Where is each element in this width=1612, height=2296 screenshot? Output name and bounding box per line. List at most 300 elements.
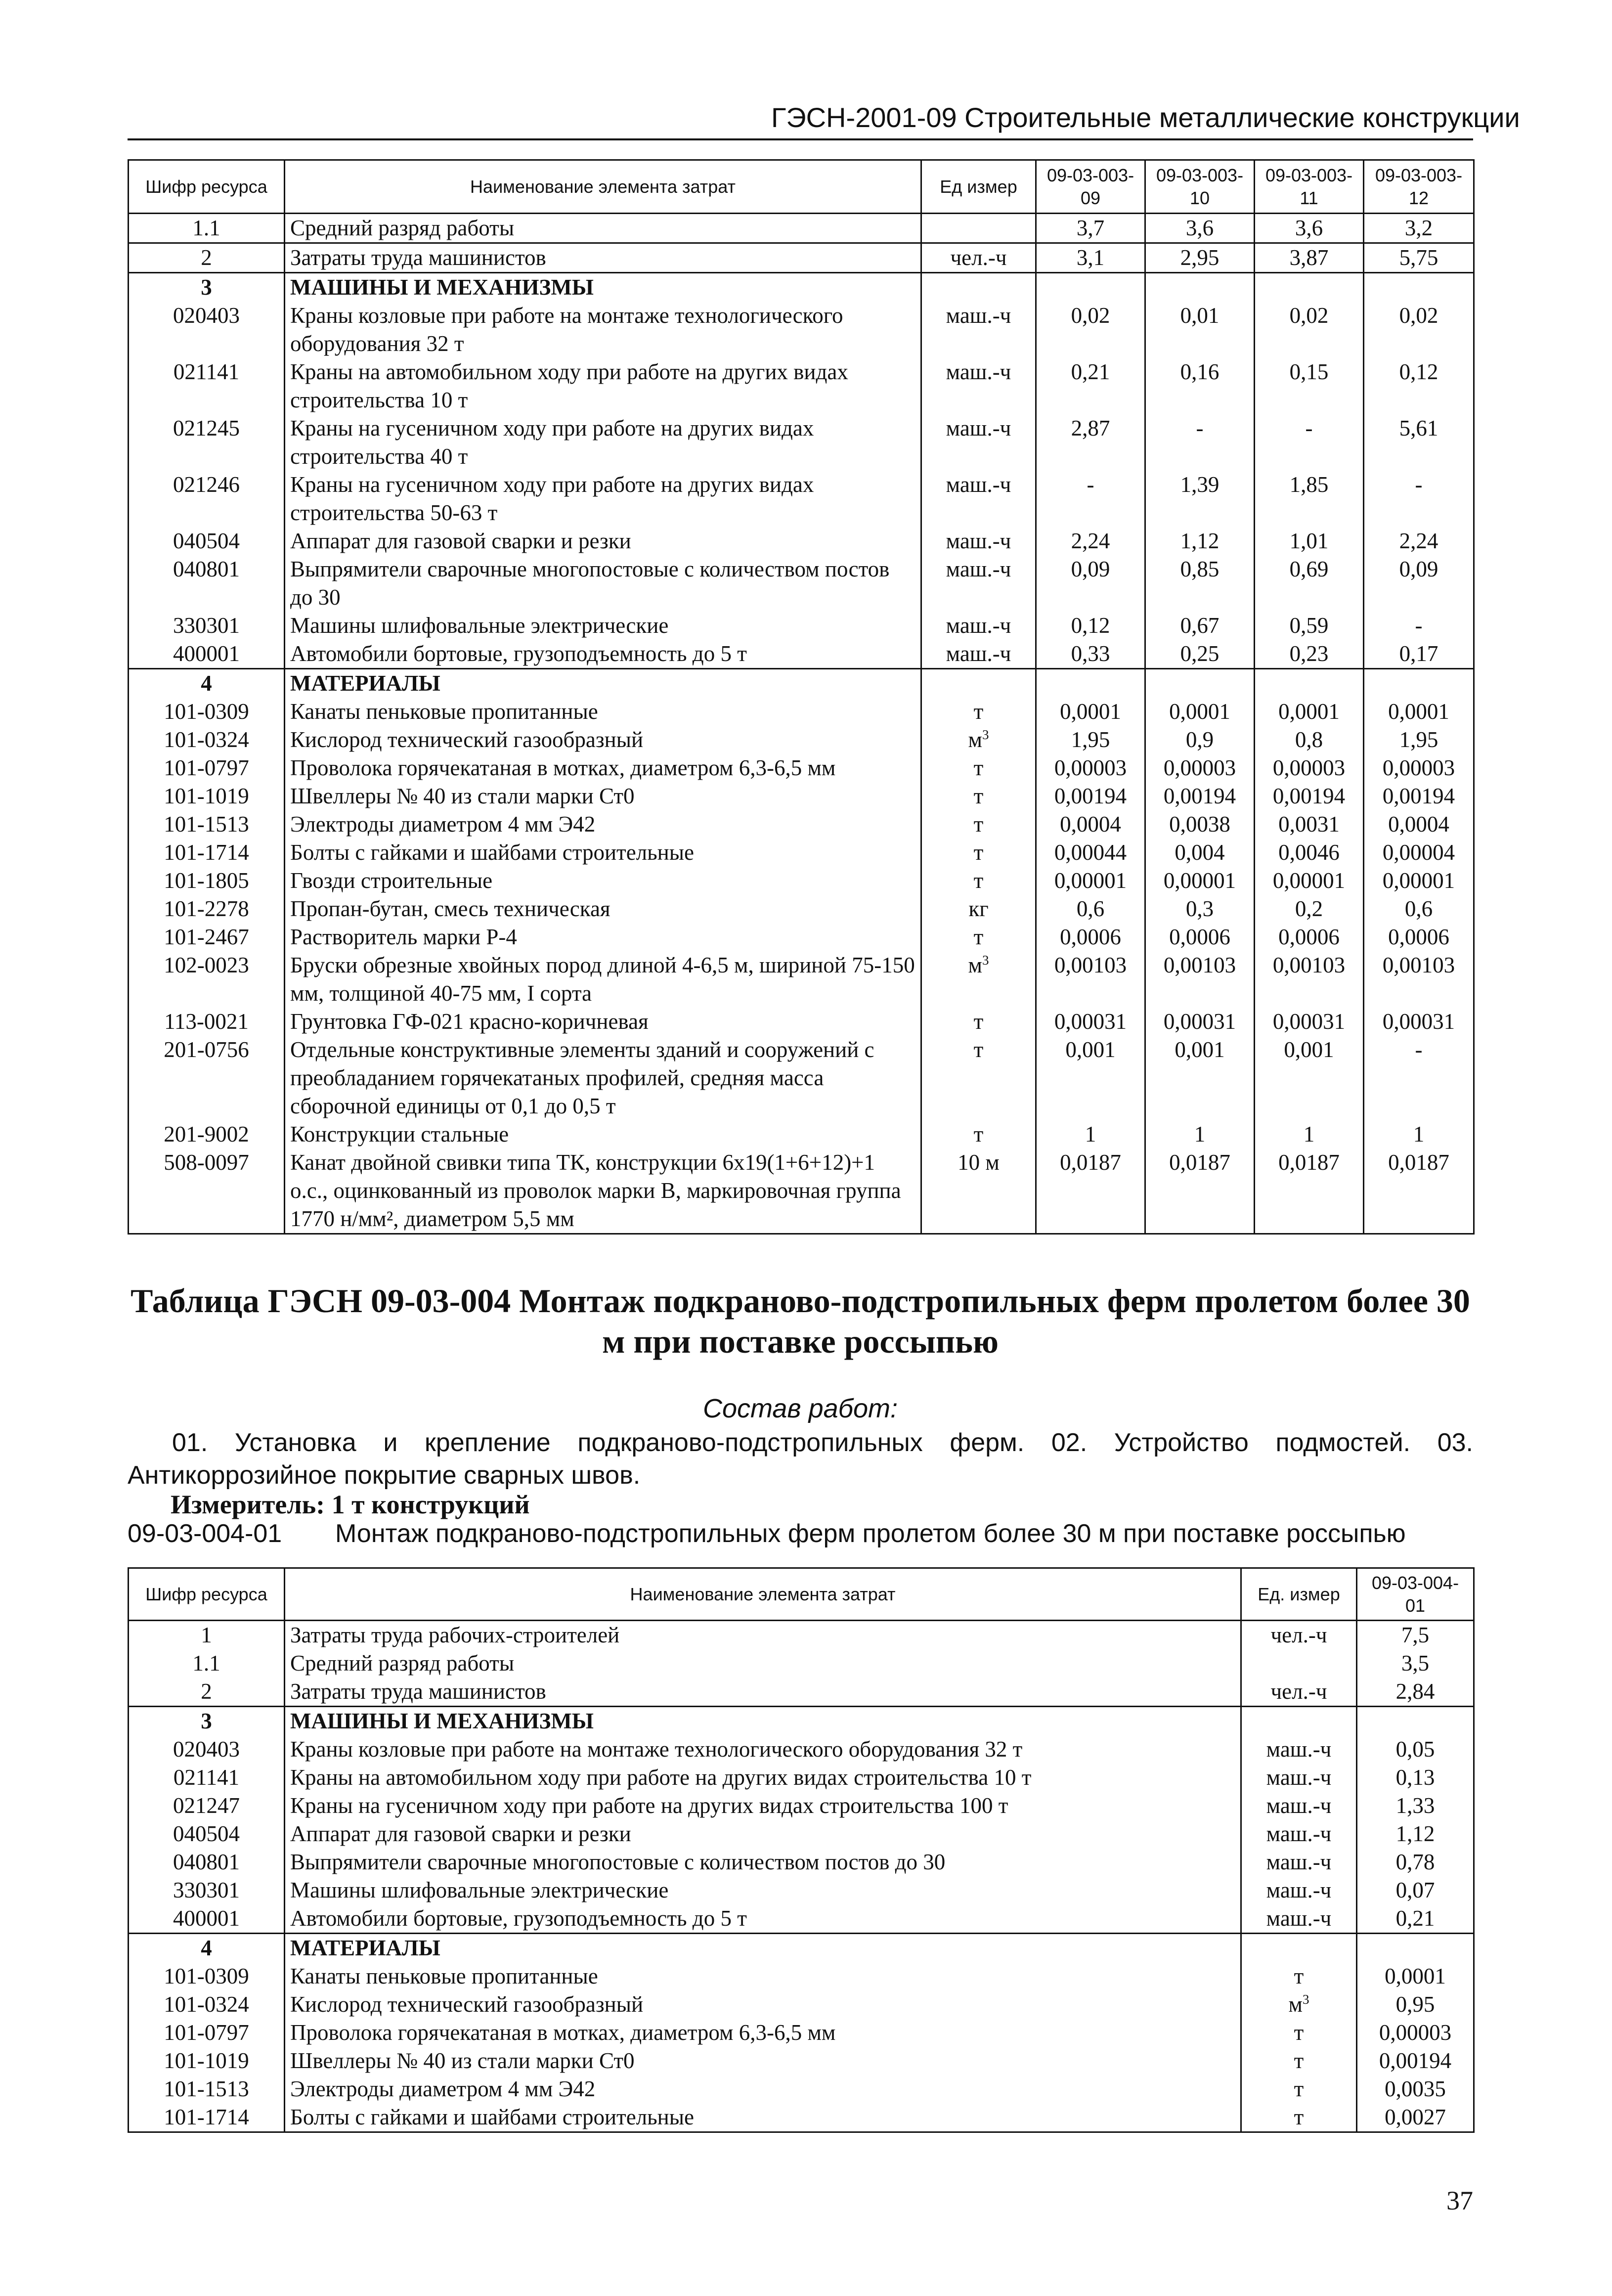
page-number: 37 [1446, 2186, 1473, 2215]
table-cell-value: 0,59 [1255, 612, 1364, 640]
table-cell-value: 0,0001 [1036, 698, 1145, 726]
table-cell-code: 102-0023 [129, 951, 285, 1008]
table-cell-value: 3,5 [1357, 1649, 1474, 1678]
unit-text: маш.-ч [946, 613, 1011, 638]
table-cell-value: 0,00044 [1036, 839, 1145, 867]
table-cell-code: 101-1019 [129, 782, 285, 810]
table-cell-code: 040801 [129, 1848, 285, 1876]
table-cell-name: Затраты труда машинистов [285, 1678, 1241, 1707]
table-cell-value: 0,001 [1036, 1036, 1145, 1120]
table-cell-code: 330301 [129, 612, 285, 640]
unit-text: м [968, 953, 982, 977]
table-row [129, 2075, 1474, 2103]
unit-text: т [973, 699, 984, 724]
table-row [129, 726, 1474, 754]
table-cell-unit [921, 1148, 1036, 1234]
table-cell-code: 040504 [129, 1820, 285, 1848]
unit-text: т [973, 1009, 984, 1034]
table-cell-code: 400001 [129, 640, 285, 669]
unit-text: т [1294, 2048, 1304, 2073]
table-cell-value: 0,00194 [1036, 782, 1145, 810]
table-cell-unit [921, 895, 1036, 923]
table-cell-value: 2,84 [1357, 1678, 1474, 1707]
table-cell-unit [1241, 1962, 1357, 1990]
table-cell-value: 0,02 [1255, 302, 1364, 358]
unit-text: маш.-ч [946, 359, 1011, 384]
table-cell-value: 3,1 [1036, 243, 1145, 273]
table-cell-value: 0,00003 [1364, 754, 1474, 782]
table-cell-unit [1241, 1649, 1357, 1678]
unit-text: чел.-ч [1270, 1623, 1327, 1647]
table-cell-name: Выпрямители сварочные многопостовые с количеством постов до 30 [285, 1848, 1241, 1876]
table-cell-value: - [1145, 414, 1255, 471]
table-cell-code: 101-0309 [129, 1962, 285, 1990]
table-cell-value: 0,0001 [1364, 698, 1474, 726]
table-cell-value: 0,00194 [1255, 782, 1364, 810]
table-cell-name: Канат двойной свивки типа ТК, конструкции 6х19(1+6+12)+1 о.с., оцинкованный из проволок марки В, маркировочная группа 1770 н/мм², диаметром 5,5 мм [285, 1148, 921, 1234]
table-cell-value: 3,6 [1255, 214, 1364, 243]
table-cell-name: Краны на автомобильном ходу при работе на других видах строительства 10 т [285, 1764, 1241, 1792]
unit-text: т [973, 784, 984, 808]
table-cell-value [1036, 273, 1145, 302]
table-cell-value: 5,75 [1364, 243, 1474, 273]
table-cell-code: 201-0756 [129, 1036, 285, 1120]
table-cell-code: 101-1805 [129, 867, 285, 895]
table-cell-name: Канаты пеньковые пропитанные [285, 1962, 1241, 1990]
table-cell-unit [921, 302, 1036, 358]
table-cell-value: 2,95 [1145, 243, 1255, 273]
table-cell-value: 1,33 [1357, 1792, 1474, 1820]
unit-superscript: 3 [982, 727, 989, 742]
table-cell-value: 0,21 [1036, 358, 1145, 414]
table-row [129, 1735, 1474, 1764]
table-row [129, 2047, 1474, 2075]
unit-text: т [1294, 2020, 1304, 2045]
unit-text: маш.-ч [1266, 1821, 1332, 1846]
table-row [129, 1678, 1474, 1707]
table-row [129, 358, 1474, 414]
header-col: 09-03-004-01 [1357, 1568, 1474, 1621]
table-cell-unit [1241, 2103, 1357, 2132]
table-row [129, 1904, 1474, 1934]
table-cell-value: 3,6 [1145, 214, 1255, 243]
unit-text: т [973, 812, 984, 837]
table-cell-value: 0,12 [1036, 612, 1145, 640]
table-cell-name: Машины шлифовальные электрические [285, 612, 921, 640]
table-row [129, 951, 1474, 1008]
unit-text: т [973, 755, 984, 780]
header-code: Шифр ресурса [129, 1568, 285, 1621]
table-cell-value [1145, 273, 1255, 302]
table-cell-code: 101-2278 [129, 895, 285, 923]
table-cell-unit [1241, 1820, 1357, 1848]
table-cell-value: 0,0187 [1364, 1148, 1474, 1234]
table-cell-name: Проволока горячекатаная в мотках, диаметром 6,3-6,5 мм [285, 754, 921, 782]
table-cell-code: 101-0797 [129, 2019, 285, 2047]
table-cell-value: 0,85 [1145, 555, 1255, 612]
table-cell-unit [921, 414, 1036, 471]
table-cell-name: Машины шлифовальные электрические [285, 1876, 1241, 1904]
table-cell-name: Краны на автомобильном ходу при работе на других видах строительства 10 т [285, 358, 921, 414]
unit-text: маш.-ч [1266, 1765, 1332, 1790]
table-cell-code: 330301 [129, 1876, 285, 1904]
table-row [129, 1148, 1474, 1234]
table-cell-code: 4 [129, 669, 285, 698]
subtable-code: 09-03-004-01 [128, 1519, 282, 1548]
table-cell-value: 5,61 [1364, 414, 1474, 471]
table-cell-value: 0,23 [1255, 640, 1364, 669]
table-cell-value: 0,00031 [1364, 1008, 1474, 1036]
table-row [129, 1707, 1474, 1736]
meter-line: Измеритель: 1 т конструкций [171, 1490, 530, 1519]
table-row [129, 2019, 1474, 2047]
table-cell-value: 0,02 [1036, 302, 1145, 358]
table-cell-unit [921, 698, 1036, 726]
table-cell-code: 101-1714 [129, 2103, 285, 2132]
table-row [129, 923, 1474, 951]
unit-superscript: 3 [1302, 1992, 1309, 2007]
table-row [129, 1764, 1474, 1792]
table-cell-value: - [1364, 471, 1474, 527]
table-cell-value: 0,0046 [1255, 839, 1364, 867]
table-cell-unit [921, 839, 1036, 867]
table-cell-value [1364, 273, 1474, 302]
table-cell-code: 021247 [129, 1792, 285, 1820]
table-cell-value: 0,33 [1036, 640, 1145, 669]
table-cell-code: 101-0324 [129, 1990, 285, 2019]
table-cell-unit [1241, 2047, 1357, 2075]
table-cell-name: Швеллеры № 40 из стали марки Ст0 [285, 2047, 1241, 2075]
table-cell-value [1255, 669, 1364, 698]
table-cell-name: МАТЕРИАЛЫ [285, 1934, 1241, 1963]
table-cell-value: 0,00031 [1255, 1008, 1364, 1036]
table-cell-code: 1 [129, 1621, 285, 1650]
table-cell-unit [1241, 2019, 1357, 2047]
table-cell-value: 2,24 [1364, 527, 1474, 555]
unit-text: маш.-ч [946, 472, 1011, 497]
table-cell-name: Автомобили бортовые, грузоподъемность до 5 т [285, 1904, 1241, 1934]
table-cell-value: 0,0001 [1255, 698, 1364, 726]
table-row [129, 839, 1474, 867]
table-cell-value: 0,0006 [1255, 923, 1364, 951]
table-cell-name: Растворитель марки Р-4 [285, 923, 921, 951]
table-row [129, 867, 1474, 895]
table-cell-code: 1.1 [129, 1649, 285, 1678]
table-cell-code: 101-0309 [129, 698, 285, 726]
table-row [129, 471, 1474, 527]
table-cell-value: 1,01 [1255, 527, 1364, 555]
table-cell-unit [1241, 1707, 1357, 1736]
table-cell-name: Электроды диаметром 4 мм Э42 [285, 2075, 1241, 2103]
table-cell-value: 0,3 [1145, 895, 1255, 923]
table-cell-value: 0,8 [1255, 726, 1364, 754]
table-cell-value: 0,00003 [1145, 754, 1255, 782]
unit-text: маш.-ч [1266, 1793, 1332, 1818]
table-row [129, 243, 1474, 273]
table-cell-name: Канаты пеньковые пропитанные [285, 698, 921, 726]
table-cell-value: 0,00001 [1036, 867, 1145, 895]
table-cell-name: Конструкции стальные [285, 1120, 921, 1148]
table-cell-code: 021141 [129, 358, 285, 414]
table-cell-value: 0,00103 [1036, 951, 1145, 1008]
table-row [129, 1792, 1474, 1820]
table-cell-code: 101-2467 [129, 923, 285, 951]
header-name: Наименование элемента затрат [285, 1568, 1241, 1621]
table-cell-value: 0,16 [1145, 358, 1255, 414]
header-col: 09-03-003-10 [1145, 160, 1255, 214]
unit-text: т [1294, 2105, 1304, 2129]
unit-text: т [1294, 2076, 1304, 2101]
table-cell-value: 0,00103 [1364, 951, 1474, 1008]
table-cell-code: 040801 [129, 555, 285, 612]
table-cell-value: 0,05 [1357, 1735, 1474, 1764]
table-cell-unit [1241, 1904, 1357, 1934]
table-row [129, 1649, 1474, 1678]
table-cell-value [1357, 1707, 1474, 1736]
table-cell-name: Средний разряд работы [285, 1649, 1241, 1678]
table-cell-unit [1241, 1764, 1357, 1792]
table-cell-value: 0,01 [1145, 302, 1255, 358]
table-cell-unit [921, 1036, 1036, 1120]
table-cell-name: Средний разряд работы [285, 214, 921, 243]
table-cell-unit [1241, 1735, 1357, 1764]
table-cell-unit [921, 243, 1036, 273]
table-cell-value [1364, 669, 1474, 698]
table-cell-name: Автомобили бортовые, грузоподъемность до 5 т [285, 640, 921, 669]
table-cell-code: 021245 [129, 414, 285, 471]
table-cell-value: 0,00001 [1255, 867, 1364, 895]
table-cell-value: 0,00004 [1364, 839, 1474, 867]
table-cell-name: Отдельные конструктивные элементы зданий и сооружений с преобладанием горячекатаных профилей, средняя масса сборочной единицы от 0,1 до 0,5 т [285, 1036, 921, 1120]
table-cell-unit [1241, 2075, 1357, 2103]
table-cell-value: 1,95 [1036, 726, 1145, 754]
table-cell-code: 4 [129, 1934, 285, 1963]
table-cell-value: 0,0006 [1036, 923, 1145, 951]
table-row [129, 612, 1474, 640]
table-cell-unit [921, 640, 1036, 669]
table-cell-value: 2,87 [1036, 414, 1145, 471]
table-cell-value: 1 [1255, 1120, 1364, 1148]
table-cell-unit [921, 810, 1036, 839]
table-cell-value: 0,21 [1357, 1904, 1474, 1934]
work-composition-title: Состав работ: [702, 1394, 898, 1423]
table-cell-value: 0,00194 [1364, 782, 1474, 810]
table-cell-unit [921, 555, 1036, 612]
table-row [129, 214, 1474, 243]
table-cell-value: 0,00001 [1145, 867, 1255, 895]
table-cell-unit [921, 273, 1036, 302]
table-cell-name: Грунтовка ГФ-021 красно-коричневая [285, 1008, 921, 1036]
table-row [129, 414, 1474, 471]
table-cell-value: 0,09 [1364, 555, 1474, 612]
table-cell-unit [921, 612, 1036, 640]
header-code: Шифр ресурса [129, 160, 285, 214]
table-row [129, 2103, 1474, 2132]
table-cell-unit [1241, 1876, 1357, 1904]
table-cell-code: 020403 [129, 1735, 285, 1764]
table-row [129, 555, 1474, 612]
table-cell-name: Болты с гайками и шайбами строительные [285, 2103, 1241, 2132]
table-cell-value: 0,001 [1255, 1036, 1364, 1120]
table-row [129, 1990, 1474, 2019]
table-row [129, 754, 1474, 782]
table-cell-unit [1241, 1848, 1357, 1876]
table-cell-code: 101-1019 [129, 2047, 285, 2075]
table-cell-value [1357, 1934, 1474, 1963]
table-cell-value: 3,87 [1255, 243, 1364, 273]
table-cell-value: 0,0006 [1145, 923, 1255, 951]
table-cell-value: 0,9 [1145, 726, 1255, 754]
table-cell-value: 1 [1145, 1120, 1255, 1148]
table-cell-unit [921, 1120, 1036, 1148]
table-cell-name: Краны на гусеничном ходу при работе на других видах строительства 40 т [285, 414, 921, 471]
table-cell-name: МАТЕРИАЛЫ [285, 669, 921, 698]
table-cell-value: 0,00003 [1036, 754, 1145, 782]
table-cell-value: 0,69 [1255, 555, 1364, 612]
table-cell-value: 1,95 [1364, 726, 1474, 754]
table-cell-unit [921, 867, 1036, 895]
table-cell-code: 201-9002 [129, 1120, 285, 1148]
table-cell-value: 0,78 [1357, 1848, 1474, 1876]
table-cell-code: 040504 [129, 527, 285, 555]
table-cell-value: 0,00001 [1364, 867, 1474, 895]
table-cell-name: Затраты труда машинистов [285, 243, 921, 273]
table-cell-value: 0,25 [1145, 640, 1255, 669]
unit-text: т [1294, 1964, 1304, 1988]
subtable-name: Монтаж подкраново-подстропильных ферм пролетом более 30 м при поставке россыпью [335, 1519, 1406, 1548]
unit-text: чел.-ч [950, 245, 1007, 270]
table-cell-name: МАШИНЫ И МЕХАНИЗМЫ [285, 273, 921, 302]
table-cell-unit [921, 214, 1036, 243]
table-cell-value: 0,0187 [1036, 1148, 1145, 1234]
header-col: 09-03-003-09 [1036, 160, 1145, 214]
table-cell-value: 0,2 [1255, 895, 1364, 923]
table-cell-name: Проволока горячекатаная в мотках, диаметром 6,3-6,5 мм [285, 2019, 1241, 2047]
table-cell-value: - [1036, 471, 1145, 527]
table-cell-unit [921, 471, 1036, 527]
table-row [129, 527, 1474, 555]
table-cell-code: 021246 [129, 471, 285, 527]
table-cell-value: 3,7 [1036, 214, 1145, 243]
table-cell-unit [921, 527, 1036, 555]
running-header: ГЭСН-2001-09 Строительные металлические конструкции [771, 102, 1520, 133]
unit-text: маш.-ч [946, 641, 1011, 666]
table-cell-name: Кислород технический газообразный [285, 726, 921, 754]
table-cell-value: 0,00031 [1145, 1008, 1255, 1036]
table-cell-name: МАШИНЫ И МЕХАНИЗМЫ [285, 1707, 1241, 1736]
table-cell-value: 1,12 [1145, 527, 1255, 555]
table-cell-value [1255, 273, 1364, 302]
table-row [129, 669, 1474, 698]
table-cell-code: 2 [129, 243, 285, 273]
table-cell-value: 0,0187 [1145, 1148, 1255, 1234]
unit-text: т [973, 840, 984, 865]
unit-text: чел.-ч [1270, 1679, 1327, 1704]
table-cell-name: Краны козловые при работе на монтаже технологического оборудования 32 т [285, 1735, 1241, 1764]
table-cell-code: 101-0797 [129, 754, 285, 782]
unit-text: м [1288, 1992, 1303, 2017]
work-composition-text: 01. Установка и крепление подкраново-подстропильных ферм. 02. Устройство подмостей. 03. Антикоррозийное покрытие сварных швов. [128, 1428, 1473, 1490]
table-row [129, 698, 1474, 726]
table-cell-unit [921, 782, 1036, 810]
table-row [129, 1820, 1474, 1848]
table-cell-code: 3 [129, 1707, 285, 1736]
table-cell-name: Выпрямители сварочные многопостовые с количеством постов до 30 [285, 555, 921, 612]
header-rule [128, 138, 1473, 140]
unit-text: 10 м [958, 1150, 1000, 1175]
table-cell-value: 0,12 [1364, 358, 1474, 414]
table-cell-code: 101-1714 [129, 839, 285, 867]
table-cell-unit [921, 669, 1036, 698]
table-cell-value: 0,00194 [1357, 2047, 1474, 2075]
table-cell-value: 0,6 [1036, 895, 1145, 923]
table-cell-value: 0,15 [1255, 358, 1364, 414]
table-cell-value: 1,85 [1255, 471, 1364, 527]
table-cell-value: 0,67 [1145, 612, 1255, 640]
table-cell-code: 101-1513 [129, 2075, 285, 2103]
table-cell-value: 0,13 [1357, 1764, 1474, 1792]
table-cell-unit [1241, 1678, 1357, 1707]
table-cell-value: 0,6 [1364, 895, 1474, 923]
unit-text: маш.-ч [946, 557, 1011, 581]
table-cell-value: 0,004 [1145, 839, 1255, 867]
unit-text: маш.-ч [946, 303, 1011, 328]
table-cell-value [1036, 669, 1145, 698]
table-cell-name: Краны на гусеничном ходу при работе на других видах строительства 50-63 т [285, 471, 921, 527]
table-cell-code: 101-0324 [129, 726, 285, 754]
table-cell-value: - [1364, 1036, 1474, 1120]
header-unit: Ед. измер [1241, 1568, 1357, 1621]
table-cell-code: 101-1513 [129, 810, 285, 839]
table-cell-unit [1241, 1934, 1357, 1963]
table-cell-code: 1.1 [129, 214, 285, 243]
table-cell-unit [1241, 1792, 1357, 1820]
table-cell-value: - [1364, 612, 1474, 640]
table-cell-value: 1,12 [1357, 1820, 1474, 1848]
unit-text: маш.-ч [1266, 1906, 1332, 1931]
unit-text: м [968, 727, 982, 752]
table-cell-code: 3 [129, 273, 285, 302]
table-row [129, 1962, 1474, 1990]
table-row [129, 810, 1474, 839]
resource-table-2 [128, 1567, 1475, 2133]
table-cell-value: 0,0001 [1145, 698, 1255, 726]
table-cell-value: 0,0006 [1364, 923, 1474, 951]
table-cell-value: 1 [1036, 1120, 1145, 1148]
table-cell-value: 0,07 [1357, 1876, 1474, 1904]
table-cell-value: 0,00103 [1255, 951, 1364, 1008]
unit-text: маш.-ч [1266, 1737, 1332, 1762]
table-cell-value: 0,0027 [1357, 2103, 1474, 2132]
unit-text: т [973, 925, 984, 949]
table-cell-value: 0,00103 [1145, 951, 1255, 1008]
unit-superscript: 3 [982, 953, 989, 968]
table-row [129, 782, 1474, 810]
table-cell-value: 3,2 [1364, 214, 1474, 243]
unit-text: маш.-ч [1266, 1850, 1332, 1874]
table-row [129, 1120, 1474, 1148]
unit-text: маш.-ч [946, 416, 1011, 441]
table-cell-value: 0,0038 [1145, 810, 1255, 839]
table-cell-name: Краны на гусеничном ходу при работе на других видах строительства 100 т [285, 1792, 1241, 1820]
table-cell-value: 0,95 [1357, 1990, 1474, 2019]
table-row [129, 273, 1474, 302]
table-cell-value: 0,0031 [1255, 810, 1364, 839]
table-cell-unit [921, 923, 1036, 951]
table-row [129, 1008, 1474, 1036]
header-col: 09-03-003-11 [1255, 160, 1364, 214]
table-cell-code: 508-0097 [129, 1148, 285, 1234]
